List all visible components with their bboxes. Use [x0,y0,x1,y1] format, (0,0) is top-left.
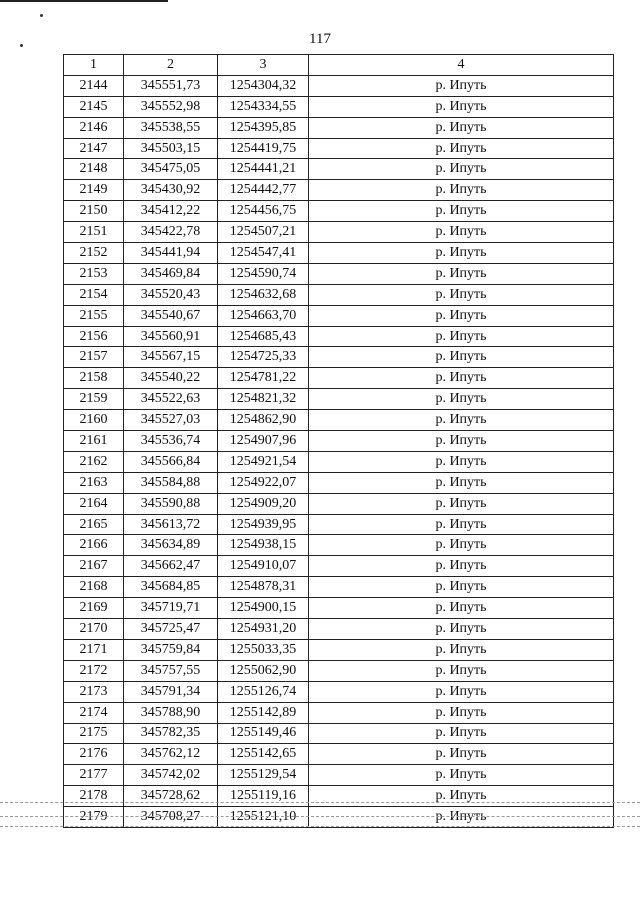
table-row [64,347,614,368]
description-cell: р. Ипуть [309,180,614,201]
table-row [64,556,614,577]
y-coordinate-cell: 1254632,68 [218,284,309,305]
x-coordinate-cell: 345725,47 [124,619,218,640]
table-row [64,660,614,681]
table-row [64,702,614,723]
table-row [64,305,614,326]
point-number-cell: 2158 [64,368,124,389]
x-coordinate-cell: 345757,55 [124,660,218,681]
point-number-cell: 2157 [64,347,124,368]
table-row [64,765,614,786]
y-coordinate-cell: 1254456,75 [218,201,309,222]
x-coordinate-cell: 345791,34 [124,681,218,702]
x-coordinate-cell: 345560,91 [124,326,218,347]
description-cell: р. Ипуть [309,493,614,514]
y-coordinate-cell: 1254419,75 [218,138,309,159]
x-coordinate-cell: 345719,71 [124,598,218,619]
table-row [64,138,614,159]
description-cell: р. Ипуть [309,159,614,180]
y-coordinate-cell: 1254862,90 [218,410,309,431]
point-number-cell: 2171 [64,639,124,660]
description-cell: р. Ипуть [309,451,614,472]
table-row [64,222,614,243]
point-number-cell: 2168 [64,577,124,598]
point-number-cell: 2144 [64,75,124,96]
description-cell: р. Ипуть [309,786,614,807]
scan-speck [40,14,43,17]
point-number-cell: 2176 [64,744,124,765]
x-coordinate-cell: 345552,98 [124,96,218,117]
table-row [64,431,614,452]
x-coordinate-cell: 345540,67 [124,305,218,326]
x-coordinate-cell: 345538,55 [124,117,218,138]
x-coordinate-cell: 345412,22 [124,201,218,222]
y-coordinate-cell: 1254547,41 [218,243,309,264]
point-number-cell: 2161 [64,431,124,452]
description-cell: р. Ипуть [309,138,614,159]
description-cell: р. Ипуть [309,431,614,452]
point-number-cell: 2166 [64,535,124,556]
x-coordinate-cell: 345430,92 [124,180,218,201]
point-number-cell: 2172 [64,660,124,681]
y-coordinate-cell: 1254878,31 [218,577,309,598]
table-row [64,284,614,305]
y-coordinate-cell: 1255129,54 [218,765,309,786]
point-number-cell: 2179 [64,807,124,828]
description-cell: р. Ипуть [309,744,614,765]
x-coordinate-cell: 345503,15 [124,138,218,159]
point-number-cell: 2156 [64,326,124,347]
y-coordinate-cell: 1255126,74 [218,681,309,702]
x-coordinate-cell: 345522,63 [124,389,218,410]
y-coordinate-cell: 1254304,32 [218,75,309,96]
table-row [64,744,614,765]
description-cell: р. Ипуть [309,681,614,702]
point-number-cell: 2164 [64,493,124,514]
column-header-1: 1 [64,55,124,76]
x-coordinate-cell: 345540,22 [124,368,218,389]
description-cell: р. Ипуть [309,577,614,598]
point-number-cell: 2148 [64,159,124,180]
description-cell: р. Ипуть [309,556,614,577]
description-cell: р. Ипуть [309,75,614,96]
point-number-cell: 2162 [64,451,124,472]
point-number-cell: 2159 [64,389,124,410]
table-row [64,451,614,472]
x-coordinate-cell: 345708,27 [124,807,218,828]
point-number-cell: 2146 [64,117,124,138]
description-cell: р. Ипуть [309,723,614,744]
table-row [64,786,614,807]
description-cell: р. Ипуть [309,410,614,431]
table-row [64,723,614,744]
table-row [64,117,614,138]
description-cell: р. Ипуть [309,347,614,368]
description-cell: р. Ипуть [309,201,614,222]
y-coordinate-cell: 1254725,33 [218,347,309,368]
description-cell: р. Ипуть [309,243,614,264]
y-coordinate-cell: 1255142,65 [218,744,309,765]
table-row [64,619,614,640]
x-coordinate-cell: 345684,85 [124,577,218,598]
description-cell: р. Ипуть [309,639,614,660]
column-header-3: 3 [218,55,309,76]
table-row [64,598,614,619]
x-coordinate-cell: 345475,05 [124,159,218,180]
point-number-cell: 2147 [64,138,124,159]
x-coordinate-cell: 345422,78 [124,222,218,243]
point-number-cell: 2178 [64,786,124,807]
point-number-cell: 2165 [64,514,124,535]
point-number-cell: 2151 [64,222,124,243]
table-row [64,493,614,514]
table-row [64,326,614,347]
point-number-cell: 2173 [64,681,124,702]
y-coordinate-cell: 1254663,70 [218,305,309,326]
y-coordinate-cell: 1254910,07 [218,556,309,577]
point-number-cell: 2153 [64,263,124,284]
table-row [64,159,614,180]
page-number: 117 [309,31,331,47]
y-coordinate-cell: 1254441,21 [218,159,309,180]
point-number-cell: 2163 [64,472,124,493]
x-coordinate-cell: 345613,72 [124,514,218,535]
y-coordinate-cell: 1254921,54 [218,451,309,472]
table-row [64,389,614,410]
description-cell: р. Ипуть [309,222,614,243]
description-cell: р. Ипуть [309,305,614,326]
x-coordinate-cell: 345762,12 [124,744,218,765]
x-coordinate-cell: 345567,15 [124,347,218,368]
point-number-cell: 2160 [64,410,124,431]
table-row [64,410,614,431]
x-coordinate-cell: 345527,03 [124,410,218,431]
y-coordinate-cell: 1255033,35 [218,639,309,660]
column-header-4: 4 [309,55,614,76]
point-number-cell: 2169 [64,598,124,619]
point-number-cell: 2145 [64,96,124,117]
table-header-row [64,55,614,76]
y-coordinate-cell: 1254907,96 [218,431,309,452]
x-coordinate-cell: 345590,88 [124,493,218,514]
y-coordinate-cell: 1254590,74 [218,263,309,284]
table-row [64,535,614,556]
description-cell: р. Ипуть [309,117,614,138]
x-coordinate-cell: 345441,94 [124,243,218,264]
y-coordinate-cell: 1255149,46 [218,723,309,744]
x-coordinate-cell: 345634,89 [124,535,218,556]
description-cell: р. Ипуть [309,472,614,493]
y-coordinate-cell: 1254685,43 [218,326,309,347]
x-coordinate-cell: 345662,47 [124,556,218,577]
y-coordinate-cell: 1254821,32 [218,389,309,410]
y-coordinate-cell: 1255119,16 [218,786,309,807]
description-cell: р. Ипуть [309,263,614,284]
scan-artifact-line [0,816,640,817]
point-number-cell: 2167 [64,556,124,577]
table-row [64,96,614,117]
y-coordinate-cell: 1254939,95 [218,514,309,535]
table-row [64,75,614,96]
description-cell: р. Ипуть [309,598,614,619]
y-coordinate-cell: 1254909,20 [218,493,309,514]
table-row [64,243,614,264]
x-coordinate-cell: 345551,73 [124,75,218,96]
description-cell: р. Ипуть [309,368,614,389]
table-row [64,368,614,389]
description-cell: р. Ипуть [309,660,614,681]
description-cell: р. Ипуть [309,96,614,117]
x-coordinate-cell: 345469,84 [124,263,218,284]
x-coordinate-cell: 345759,84 [124,639,218,660]
table-row [64,681,614,702]
description-cell: р. Ипуть [309,702,614,723]
table-row [64,472,614,493]
point-number-cell: 2175 [64,723,124,744]
point-number-cell: 2155 [64,305,124,326]
y-coordinate-cell: 1254938,15 [218,535,309,556]
y-coordinate-cell: 1255062,90 [218,660,309,681]
column-header-2: 2 [124,55,218,76]
point-number-cell: 2149 [64,180,124,201]
x-coordinate-cell: 345520,43 [124,284,218,305]
description-cell: р. Ипуть [309,765,614,786]
x-coordinate-cell: 345742,02 [124,765,218,786]
point-number-cell: 2177 [64,765,124,786]
description-cell: р. Ипуть [309,807,614,828]
x-coordinate-cell: 345782,35 [124,723,218,744]
description-cell: р. Ипуть [309,535,614,556]
y-coordinate-cell: 1254507,21 [218,222,309,243]
table-row [64,577,614,598]
point-number-cell: 2154 [64,284,124,305]
x-coordinate-cell: 345536,74 [124,431,218,452]
table-row [64,807,614,828]
table-row [64,639,614,660]
table-row [64,263,614,284]
description-cell: р. Ипуть [309,389,614,410]
x-coordinate-cell: 345584,88 [124,472,218,493]
y-coordinate-cell: 1254922,07 [218,472,309,493]
x-coordinate-cell: 345728,62 [124,786,218,807]
y-coordinate-cell: 1255121,10 [218,807,309,828]
table-row [64,201,614,222]
top-edge-rule [0,0,168,2]
table-row [64,514,614,535]
y-coordinate-cell: 1254781,22 [218,368,309,389]
point-number-cell: 2174 [64,702,124,723]
y-coordinate-cell: 1254900,15 [218,598,309,619]
scan-artifact-line [0,826,640,827]
description-cell: р. Ипуть [309,284,614,305]
y-coordinate-cell: 1254442,77 [218,180,309,201]
description-cell: р. Ипуть [309,514,614,535]
table-row [64,180,614,201]
description-cell: р. Ипуть [309,619,614,640]
point-number-cell: 2152 [64,243,124,264]
scan-artifact-line [0,802,640,803]
y-coordinate-cell: 1254395,85 [218,117,309,138]
point-number-cell: 2170 [64,619,124,640]
x-coordinate-cell: 345566,84 [124,451,218,472]
table-body [64,75,614,827]
y-coordinate-cell: 1254334,55 [218,96,309,117]
x-coordinate-cell: 345788,90 [124,702,218,723]
y-coordinate-cell: 1255142,89 [218,702,309,723]
y-coordinate-cell: 1254931,20 [218,619,309,640]
point-number-cell: 2150 [64,201,124,222]
coordinates-table [63,54,614,828]
description-cell: р. Ипуть [309,326,614,347]
